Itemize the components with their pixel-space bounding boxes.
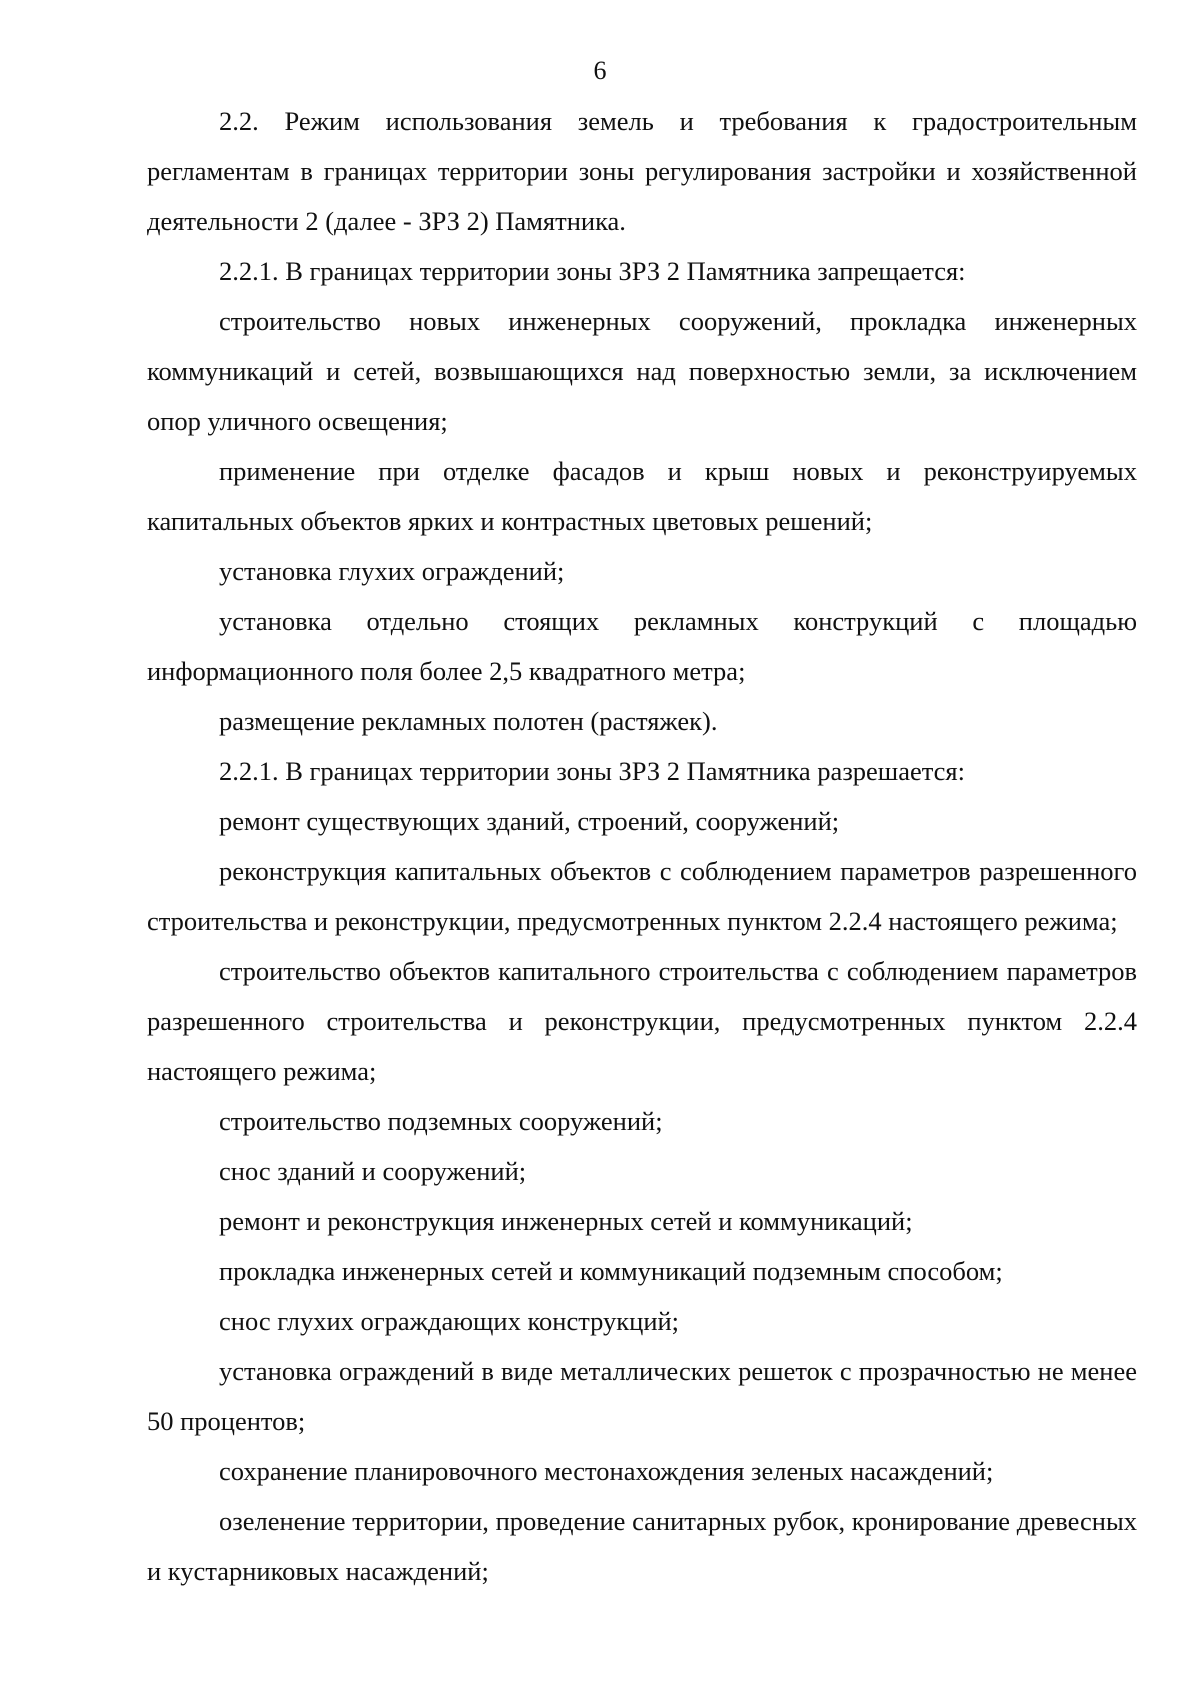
prohibited-item: установка глухих ограждений; xyxy=(219,556,565,586)
page-number: 6 xyxy=(593,56,607,85)
permitted-item: ремонт и реконструкция инженерных сетей и коммуникаций; xyxy=(219,1206,913,1236)
paragraph-2-2-1-prohibited-heading: 2.2.1. В границах территории зоны ЗРЗ 2 Памятника запрещается: xyxy=(219,256,966,286)
permitted-item: строительство подземных сооружений; xyxy=(219,1106,663,1136)
prohibited-item: установка отдельно стоящих рекламных конструкций с площадью информационного поля более 2,5 квадратного метра; xyxy=(147,606,1137,686)
permitted-item: озеленение территории, проведение санитарных рубок, кронирование древесных и кустарниковых насаждений; xyxy=(147,1506,1137,1586)
paragraph-2-2-1-permitted-heading: 2.2.1. В границах территории зоны ЗРЗ 2 Памятника разрешается: xyxy=(219,756,965,786)
paragraph-2-2-heading: 2.2. Режим использования земель и требования к градостроительным регламентам в границах территории зоны регулирования застройки и хозяйственной деятельности 2 (далее - ЗРЗ 2) Памятника. xyxy=(147,106,1137,236)
document-body xyxy=(147,96,1137,1596)
permitted-item: сохранение планировочного местонахождения зеленых насаждений; xyxy=(219,1456,994,1486)
permitted-item: реконструкция капитальных объектов с соблюдением параметров разрешенного строительства и реконструкции, предусмотренных пунктом 2.2.4 настоящего режима; xyxy=(147,856,1137,936)
permitted-item: прокладка инженерных сетей и коммуникаций подземным способом; xyxy=(219,1256,1003,1286)
permitted-item: снос глухих ограждающих конструкций; xyxy=(219,1306,680,1336)
permitted-item: снос зданий и сооружений; xyxy=(219,1156,527,1186)
prohibited-item: строительство новых инженерных сооружений, прокладка инженерных коммуникаций и сетей, возвышающихся над поверхностью земли, за исключением опор уличного освещения; xyxy=(147,306,1137,436)
permitted-item: ремонт существующих зданий, строений, сооружений; xyxy=(219,806,840,836)
permitted-item: строительство объектов капитального строительства с соблюдением параметров разрешенного строительства и реконструкции, предусмотренных пунктом 2.2.4 настоящего режима; xyxy=(147,956,1137,1086)
prohibited-item: размещение рекламных полотен (растяжек). xyxy=(219,706,718,736)
prohibited-item: применение при отделке фасадов и крыш новых и реконструируемых капитальных объектов ярких и контрастных цветовых решений; xyxy=(147,456,1137,536)
permitted-item: установка ограждений в виде металлических решеток с прозрачностью не менее 50 процентов; xyxy=(147,1356,1137,1436)
